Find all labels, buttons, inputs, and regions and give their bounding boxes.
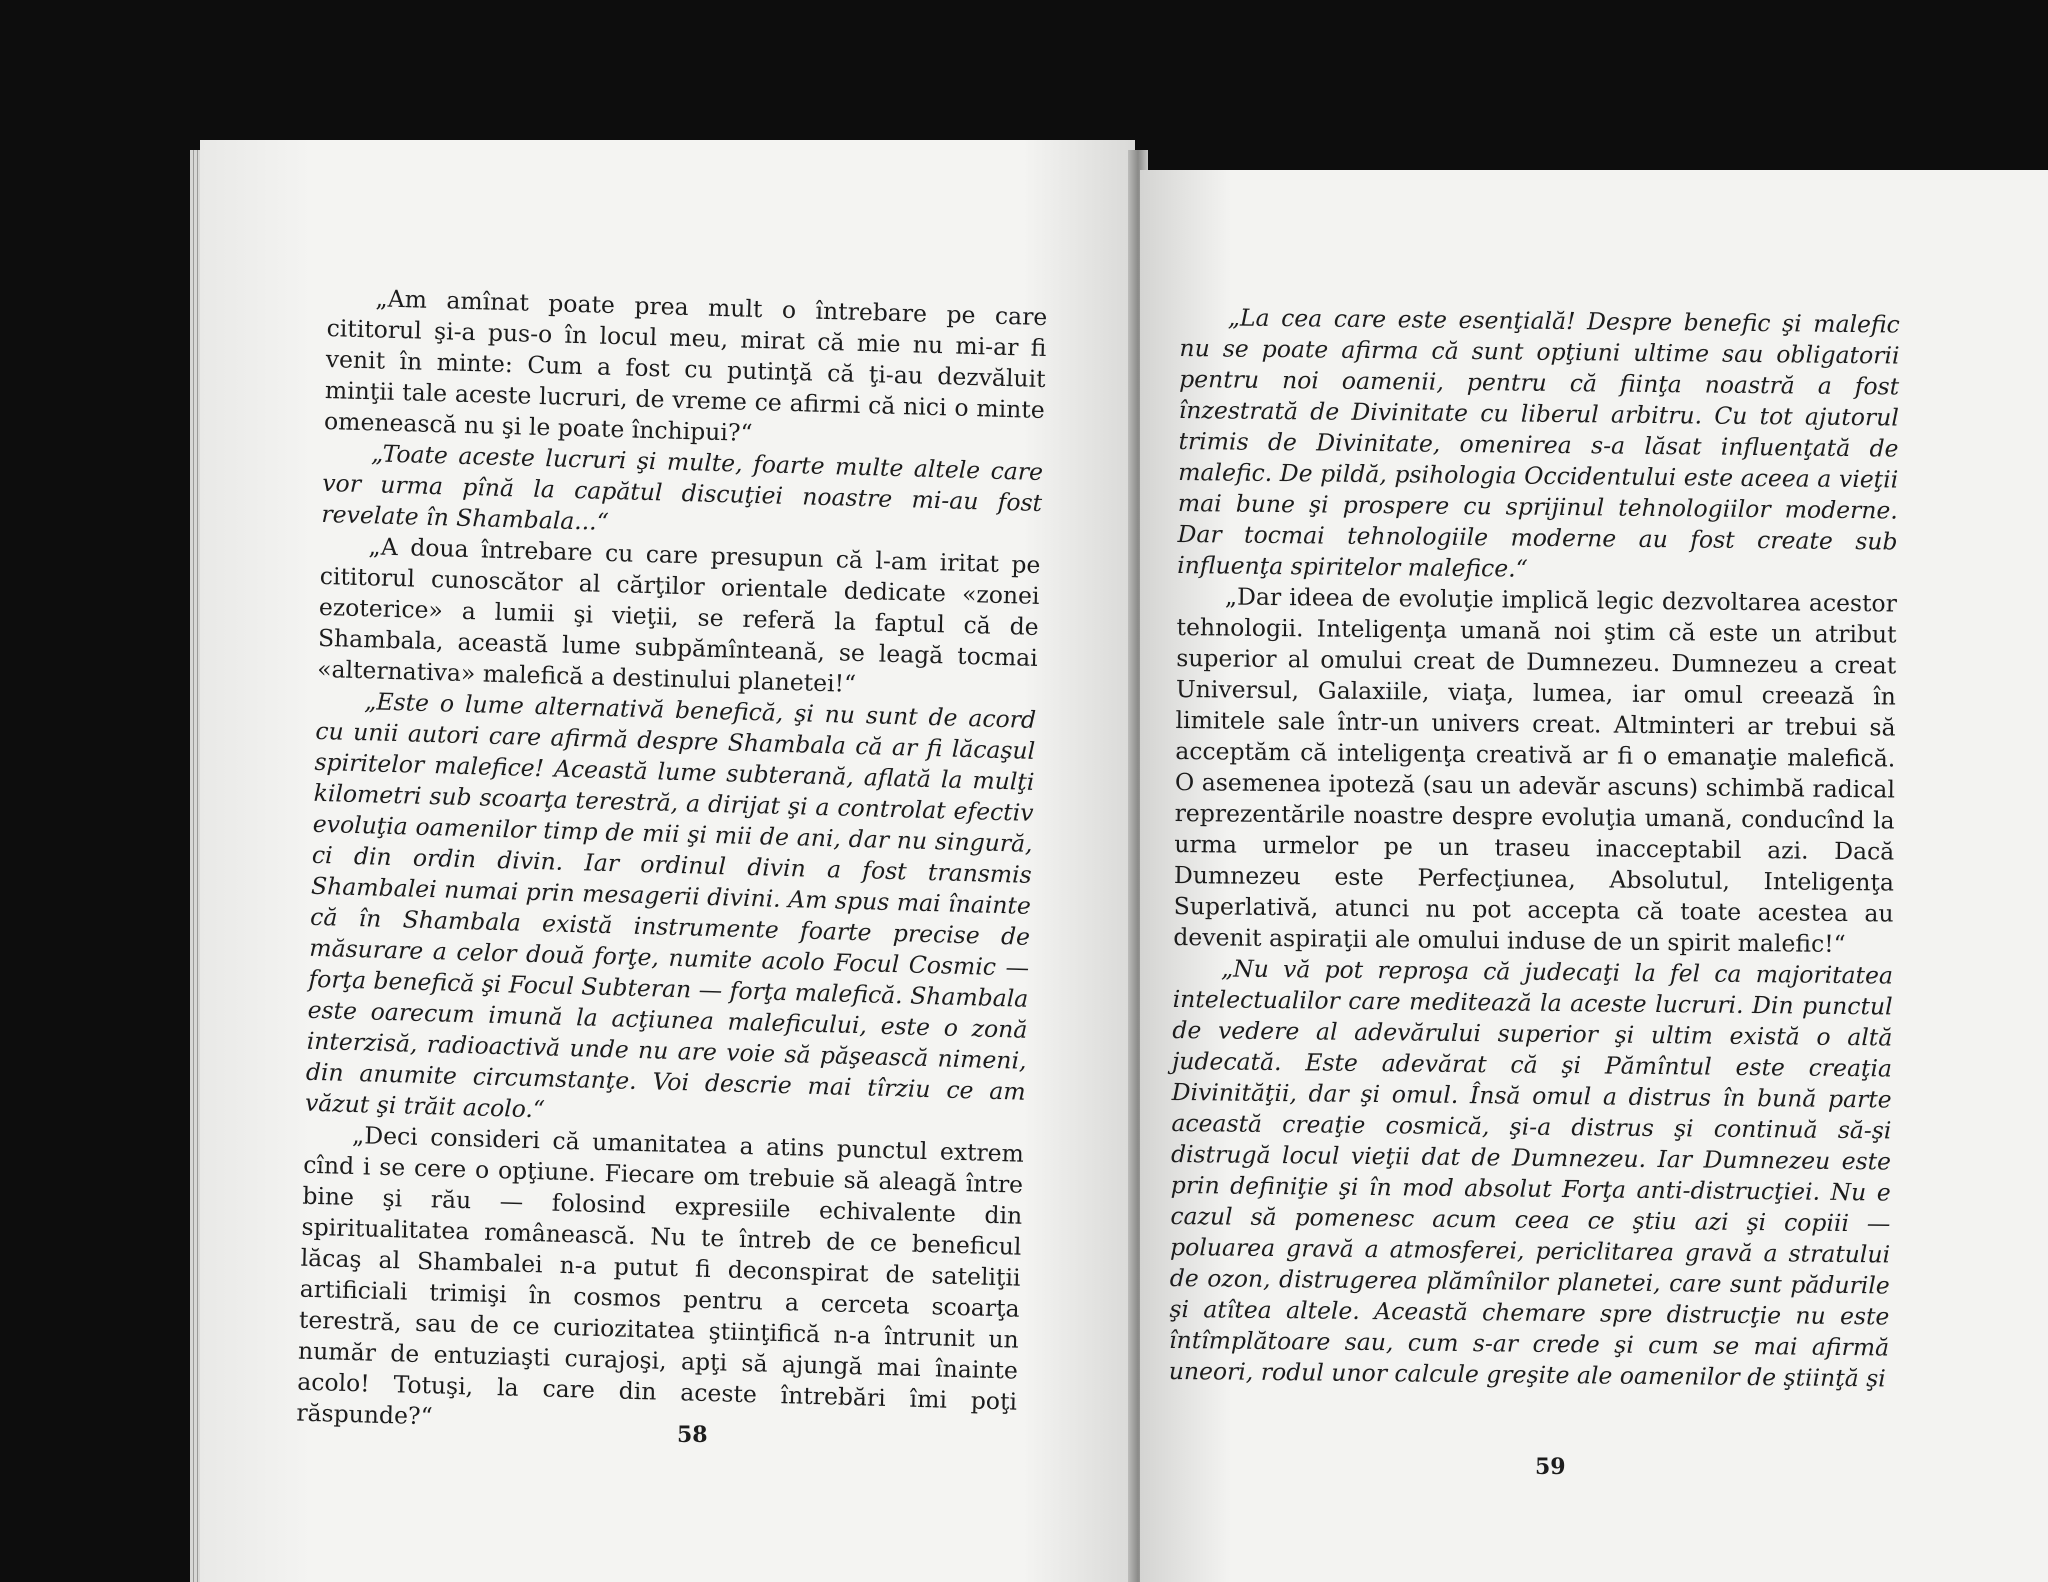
- left-page-text: [296, 282, 1048, 1449]
- right-paragraph-2: „Dar ideea de evoluţie implică legic dezvoltarea acestor tehnologii. Inteligenţa umană noi ştim că este un atribut superior al omului creat de Dumnezeu. Dumnezeu a creat Universul, Galaxiile, viaţa, lumea, iar omul creează în limitele sale într-un univers creat. Altminteri ar trebui să acceptăm că inteligenţa creativă ar fi o emanaţie malefică. O asemenea ipoteză (sau un adevăr ascuns) schimbă radical reprezentările noastre despre evoluţia umană, conducînd la urma urmelor pe un traseu inacceptabil azi. Dacă Dumnezeu este Perfecţiunea, Absolutul, Inteligenţa Superlativă, atunci nu pot accepta că toate acestea au devenit aspiraţii ale omului induse de un spirit malefic!“: [1173, 582, 1898, 959]
- left-paragraph-4: „Este o lume alternativă benefică, şi nu sunt de acord cu unii autori care afirmă despre Shambala că ar fi lăcaşul spiritelor malefice! Această lume subterană, aflată la mulţi kilometri sub scoarţa terestră, a dirijat şi a controlat efectiv evoluţia oamenilor timp de mii şi mii de ani, dar nu singură, ci din ordin divin. Iar ordinul divin a fost transmis Shambalei numai prin mesagerii divini. Am spus mai înainte că în Shambala există instrumente foarte precise de măsurare a celor două forţe, numite acolo Focul Cosmic — forţa benefică şi Focul Subteran — forţa malefică. Shambala este oarecum imună la acţiunea maleficului, este o zonă interzisă, radioactivă unde nu are voie să păşească nimeni, din anumite circumstanţe. Voi descrie mai tîrziu ce am văzut şi trăit acolo.“: [304, 687, 1037, 1124]
- left-paragraph-2: „Toate aceste lucruri şi multe, foarte multe altele care vor urma pînă la capătul discuţiei noastre mi-au fost revelate în Shambala...“: [321, 439, 1044, 536]
- right-page-text: [1169, 302, 1900, 1394]
- right-page-number: 59: [1535, 1454, 1566, 1480]
- left-paragraph-3: „A doua întrebare cu care presupun că l-am iritat pe cititorul cunoscător al cărţilor orientale dedicate «zonei ezoterice» a lumii şi vieţii, se referă la faptul că de Shambala, această lume subpămînteană, se leagă tocmai «alternativa» malefică a destinului planetei!“: [316, 532, 1041, 698]
- right-paragraph-1: „La cea care este esenţială! Despre benefic şi malefic nu se poate afirma că sunt opţiuni ultime sau obligatorii pentru noi oamenii, pentru că fiinţa noastră a fost înzestrată de Divinitate cu liberul arbitru. Cu tot ajutorul trimis de Divinitate, omenirea s-a lăsat influenţată de malefic. De pildă, psihologia Occidentului este aceea a vieţii mai bune şi prospere cu sprijinul tehnologiilor moderne. Dar tocmai tehnologiile moderne au fost create sub influenţa spiritelor malefice.“: [1177, 303, 1900, 583]
- right-paragraph-3: „Nu vă pot reproşa că judecaţi la fel ca majoritatea intelectualilor care meditează la aceste lucruri. Din punctul de vedere al adevărului superior şi ultim există o altă judecată. Este adevărat că şi Pămîntul este creaţia Divinităţii, dar şi omul. Însă omul a distrus în bună parte această creaţie cosmică, şi-a distrus şi continuă să-şi distrugă locul vieţii dat de Dumnezeu. Iar Dumnezeu este prin definiţie şi în mod absolut Forţa anti-distrucţiei. Nu e cazul să pomenesc acum ceea ce ştiu azi şi copiii — poluarea gravă a atmosferei, periclitarea gravă a stratului de ozon, distrugerea plămînilor planetei, care sunt pădurile şi atîtea altele. Această chemare spre distrucţie nu este întîmplătoare sau, cum s-ar crede şi cum se mai afirmă uneori, rodul unor calcule greşite ale oamenilor de ştiinţă şi: [1168, 954, 1894, 1393]
- left-page: [200, 140, 1135, 1582]
- right-page: [1140, 170, 2048, 1582]
- left-page-number: 58: [677, 1422, 708, 1448]
- left-paragraph-1: „Am amînat poate prea mult o întrebare pe care cititorul şi-a pus-o în locul meu, mirat că mie nu mi-ar fi venit în minte: Cum a fost cu putinţă că ţi-au dezvăluit minţii tale aceste lucruri, de vreme ce afirmi că nici o minte omenească nu şi le poate închipui?“: [323, 284, 1048, 447]
- left-paragraph-5: „Deci consideri că umanitatea a atins punctul extrem cînd i se cere o opţiune. Fiecare om trebuie să aleagă între bine şi rău — folosind expresiile echivalente din spiritualitatea românească. Nu te întreb de ce beneficul lăcaş al Shambalei n-a putut fi deconspirat de sateliţii artificiali trimişi în cosmos pentru a cerceta scoarţa terestră, sau de ce curiozitatea ştiinţifică n-a întrunit un număr de entuziaşti curajoşi, apţi să ajungă mai înainte acolo! Totuşi, la care din aceste întrebări îmi poţi răspunde?“: [296, 1121, 1025, 1431]
